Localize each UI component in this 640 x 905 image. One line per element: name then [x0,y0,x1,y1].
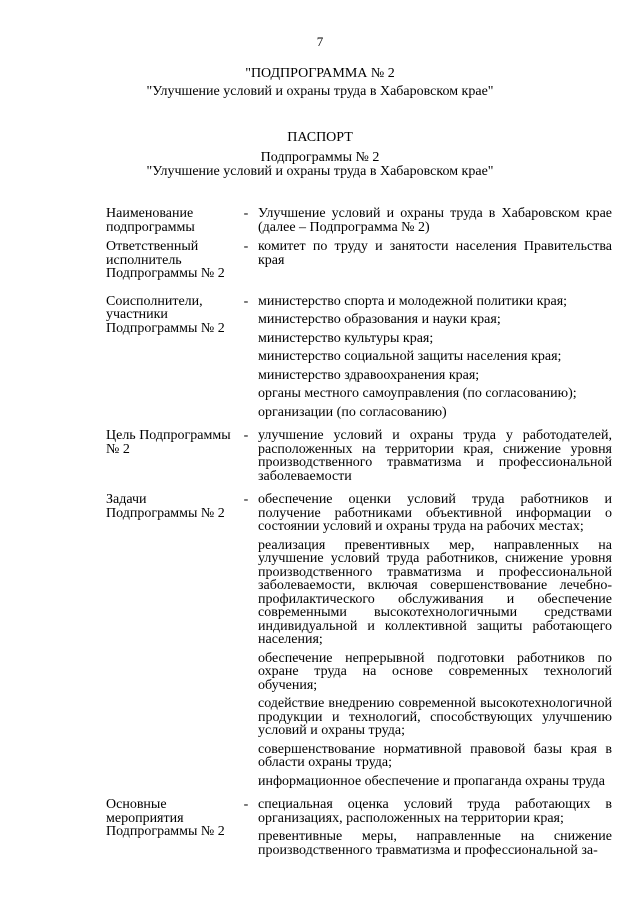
row-label: Цель Подпрограммы № 2 [106,428,231,457]
row-value: реализация превентивных мер, направленных на улучшение условий труда работников, снижение уровня производственного травматизма и профессиональной заболеваемости, включая совершенствование лечебно-профилактического обслуживания и обеспечение современными высокотехнологичными средствами индивидуальной и коллективной защиты работающего населения; [258,537,612,647]
passport-row [106,798,612,857]
row-dash: - [243,492,249,507]
row-value: министерство образования и науки края; [258,312,501,327]
row-values [258,798,612,857]
row-values [258,240,612,267]
row-values [258,493,612,788]
row-value: улучшение условий и охраны труда у работодателей, расположенных на территории края, снижение уровня производственного травматизма и профессиональной заболеваемости [258,428,612,484]
row-value: министерство культуры края; [258,330,434,346]
row-values [258,207,612,234]
passport-subtitle: Подпрограммы № 2 [260,150,380,165]
passport-row [106,429,612,483]
row-values [258,295,612,420]
row-values [258,429,612,483]
row-label: Задачи Подпрограммы № 2 [106,492,225,521]
row-value: обеспечение оценки условий труда работников и получение работниками объективной информации о состоянии условий и охраны труда на рабочих местах; [258,492,612,534]
row-value: министерство здравоохранения края; [258,367,480,383]
row-dash: - [243,428,249,443]
row-label: Основные мероприятия Подпрограммы № 2 [106,797,225,839]
passport-row [106,493,612,788]
passport-subtitle-title: "Улучшение условий и охраны труда в Хабаровском крае" [146,164,494,179]
page-number: 7 [316,34,324,49]
row-dash: - [243,797,249,812]
passport-title: ПАСПОРТ [287,130,353,145]
subprogram-heading: "ПОДПРОГРАММА № 2 [245,66,395,81]
row-dash: - [243,239,249,254]
row-value: специальная оценка условий труда работающих в организациях, расположенных на территории края; [258,797,612,826]
row-label: Наименование подпрограммы [106,206,195,235]
passport-row [106,207,612,234]
passport-row [106,295,612,420]
row-value: информационное обеспечение и пропаганда охраны труда [258,773,605,789]
row-value: обеспечение непрерывной подготовки работников по охране труда на основе современных технологий обучения; [258,650,612,693]
row-label: Ответственный исполнитель Подпрограммы № 2 [106,239,225,281]
row-value: министерство спорта и молодежной политики края; [258,293,568,309]
passport-table [106,199,612,857]
row-value: совершенствование нормативной правовой базы края в области охраны труда; [258,741,612,770]
row-value: содействие внедрению современной высокотехнологичной продукции и технологий, способствующих улучшению условий и охраны труда; [258,696,612,738]
row-dash: - [243,206,249,221]
row-value: организации (по согласованию) [258,404,447,420]
subprogram-heading-title: "Улучшение условий и охраны труда в Хабаровском крае" [146,84,494,99]
row-value: комитет по труду и занятости населения Правительства края [258,239,612,268]
row-value: органы местного самоуправления (по согласованию); [258,386,577,401]
passport-row [106,240,612,281]
row-value: Улучшение условий и охраны труда в Хабаровском крае (далее – Подпрограмма № 2) [258,206,612,235]
row-value: превентивные меры, направленные на снижение производственного травматизма и профессиональной за- [258,829,612,858]
row-label: Соисполнители, участники Подпрограммы № 2 [106,293,225,336]
row-dash: - [243,293,249,309]
row-value: министерство социальной защиты населения края; [258,349,562,364]
